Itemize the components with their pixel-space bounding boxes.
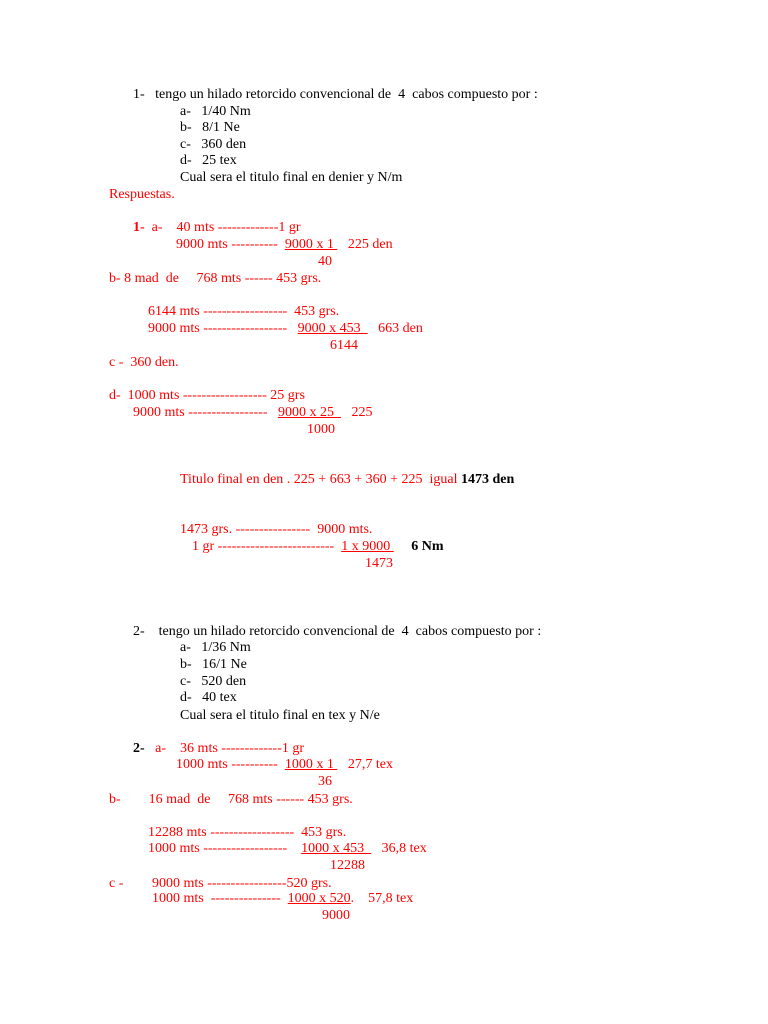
a2-b-line3: 1000 mts ------------------ (148, 841, 302, 856)
q2-option-c: c- 520 den (180, 674, 247, 689)
a1-final-den-row (180, 472, 514, 488)
a2-b-fraction-top: 1000 x 453 (301, 841, 372, 856)
a2-c-fraction-bottom: 9000 (322, 908, 350, 923)
a2-c-line2: 1000 mts --------------- (152, 891, 288, 906)
a1-nm-result: 6 Nm (411, 539, 444, 554)
a1-b-line2: 6144 mts ------------------ 453 grs. (148, 304, 340, 319)
a1-c-line: c - 360 den. (109, 355, 179, 370)
a1-d-fraction-top: 9000 x 25 (277, 405, 341, 420)
q1-question: Cual sera el titulo final en denier y N/m (180, 170, 403, 185)
q2-option-d: d- 40 tex (180, 690, 237, 705)
a1-nm-fraction-top: 1 x 9000 (341, 539, 394, 554)
a2-b-fraction-bottom: 12288 (330, 858, 365, 873)
a1-nm-line2: 1 gr ------------------------- (192, 539, 342, 554)
q2-option-a: a- 1/36 Nm (180, 640, 251, 655)
a2-a-line2-row (176, 757, 393, 773)
a1-number: 1- (133, 220, 145, 235)
a2-a-line1: a- 36 mts -------------1 gr (155, 741, 305, 756)
a1-d-line2-row (133, 405, 372, 421)
a2-c-result: 57,8 tex (368, 891, 414, 906)
a1-d-fraction-bottom: 1000 (307, 422, 335, 437)
a2-section (133, 741, 304, 757)
a2-a-fraction-top: 1000 x 1 (284, 757, 338, 772)
a1-final-den-value: 1473 den (461, 472, 515, 487)
a2-c-line1: 9000 mts -----------------520 grs. (152, 876, 332, 891)
a2-c-fraction-dot: . (350, 891, 355, 906)
a1-a-line2-row (176, 237, 393, 253)
a1-b-line1: b- 8 mad de 768 mts ------ 453 grs. (109, 271, 322, 286)
a1-d-line1: d- 1000 mts ------------------ 25 grs (109, 388, 305, 403)
a1-d-line2: 9000 mts ----------------- (133, 405, 278, 420)
a1-d-result: 225 (351, 405, 373, 420)
a2-a-fraction-bottom: 36 (318, 774, 332, 789)
a1-nm-line2-row (192, 539, 444, 555)
a1-nm-fraction-bottom: 1473 (365, 556, 393, 571)
a2-b-line1: b- 16 mad de 768 mts ------ 453 grs. (109, 792, 353, 807)
a1-final-den-text: Titulo final en den . 225 + 663 + 360 + 225 igual (180, 472, 461, 487)
a2-c-fraction-top: 1000 x 520 (287, 891, 351, 906)
a1-nm-line1: 1473 grs. ---------------- 9000 mts. (180, 522, 373, 537)
q2-option-b: b- 16/1 Ne (180, 657, 247, 672)
a2-b-result: 36,8 tex (381, 841, 427, 856)
a2-b-line3-row (148, 841, 427, 857)
a1-b-result: 663 den (378, 321, 423, 336)
q1-option-b: b- 8/1 Ne (180, 120, 240, 135)
q1-option-d: d- 25 tex (180, 153, 237, 168)
a2-a-line2: 1000 mts ---------- (176, 757, 285, 772)
a1-section (133, 220, 301, 236)
a1-a-fraction-bottom: 40 (318, 254, 332, 269)
a1-b-line3: 9000 mts ------------------ (148, 321, 298, 336)
q1-option-c: c- 360 den (180, 137, 247, 152)
a2-c-label: c - (109, 876, 124, 891)
q2-header: 2- tengo un hilado retorcido convencional de 4 cabos compuesto por : (133, 624, 542, 639)
a2-c-line2-row (152, 891, 413, 907)
a1-a-fraction-top: 9000 x 1 (284, 237, 338, 252)
respuestas-label: Respuestas. (109, 187, 175, 202)
q2-question: Cual sera el titulo final en tex y N/e (180, 708, 380, 723)
a2-a-result: 27,7 tex (347, 757, 393, 772)
a1-a-line1: a- 40 mts -------------1 gr (151, 220, 301, 235)
a1-b-fraction-bottom: 6144 (330, 338, 358, 353)
q1-option-a: a- 1/40 Nm (180, 104, 251, 119)
q1-header: 1- tengo un hilado retorcido convencional de 4 cabos compuesto por : (133, 87, 538, 102)
a1-a-result: 225 den (347, 237, 393, 252)
a1-b-fraction-top: 9000 x 453 (297, 321, 368, 336)
a2-number: 2- (133, 741, 145, 756)
a1-b-line3-row (148, 321, 423, 337)
a2-b-line2: 12288 mts ------------------ 453 grs. (148, 825, 347, 840)
a1-a-line2: 9000 mts ---------- (176, 237, 285, 252)
